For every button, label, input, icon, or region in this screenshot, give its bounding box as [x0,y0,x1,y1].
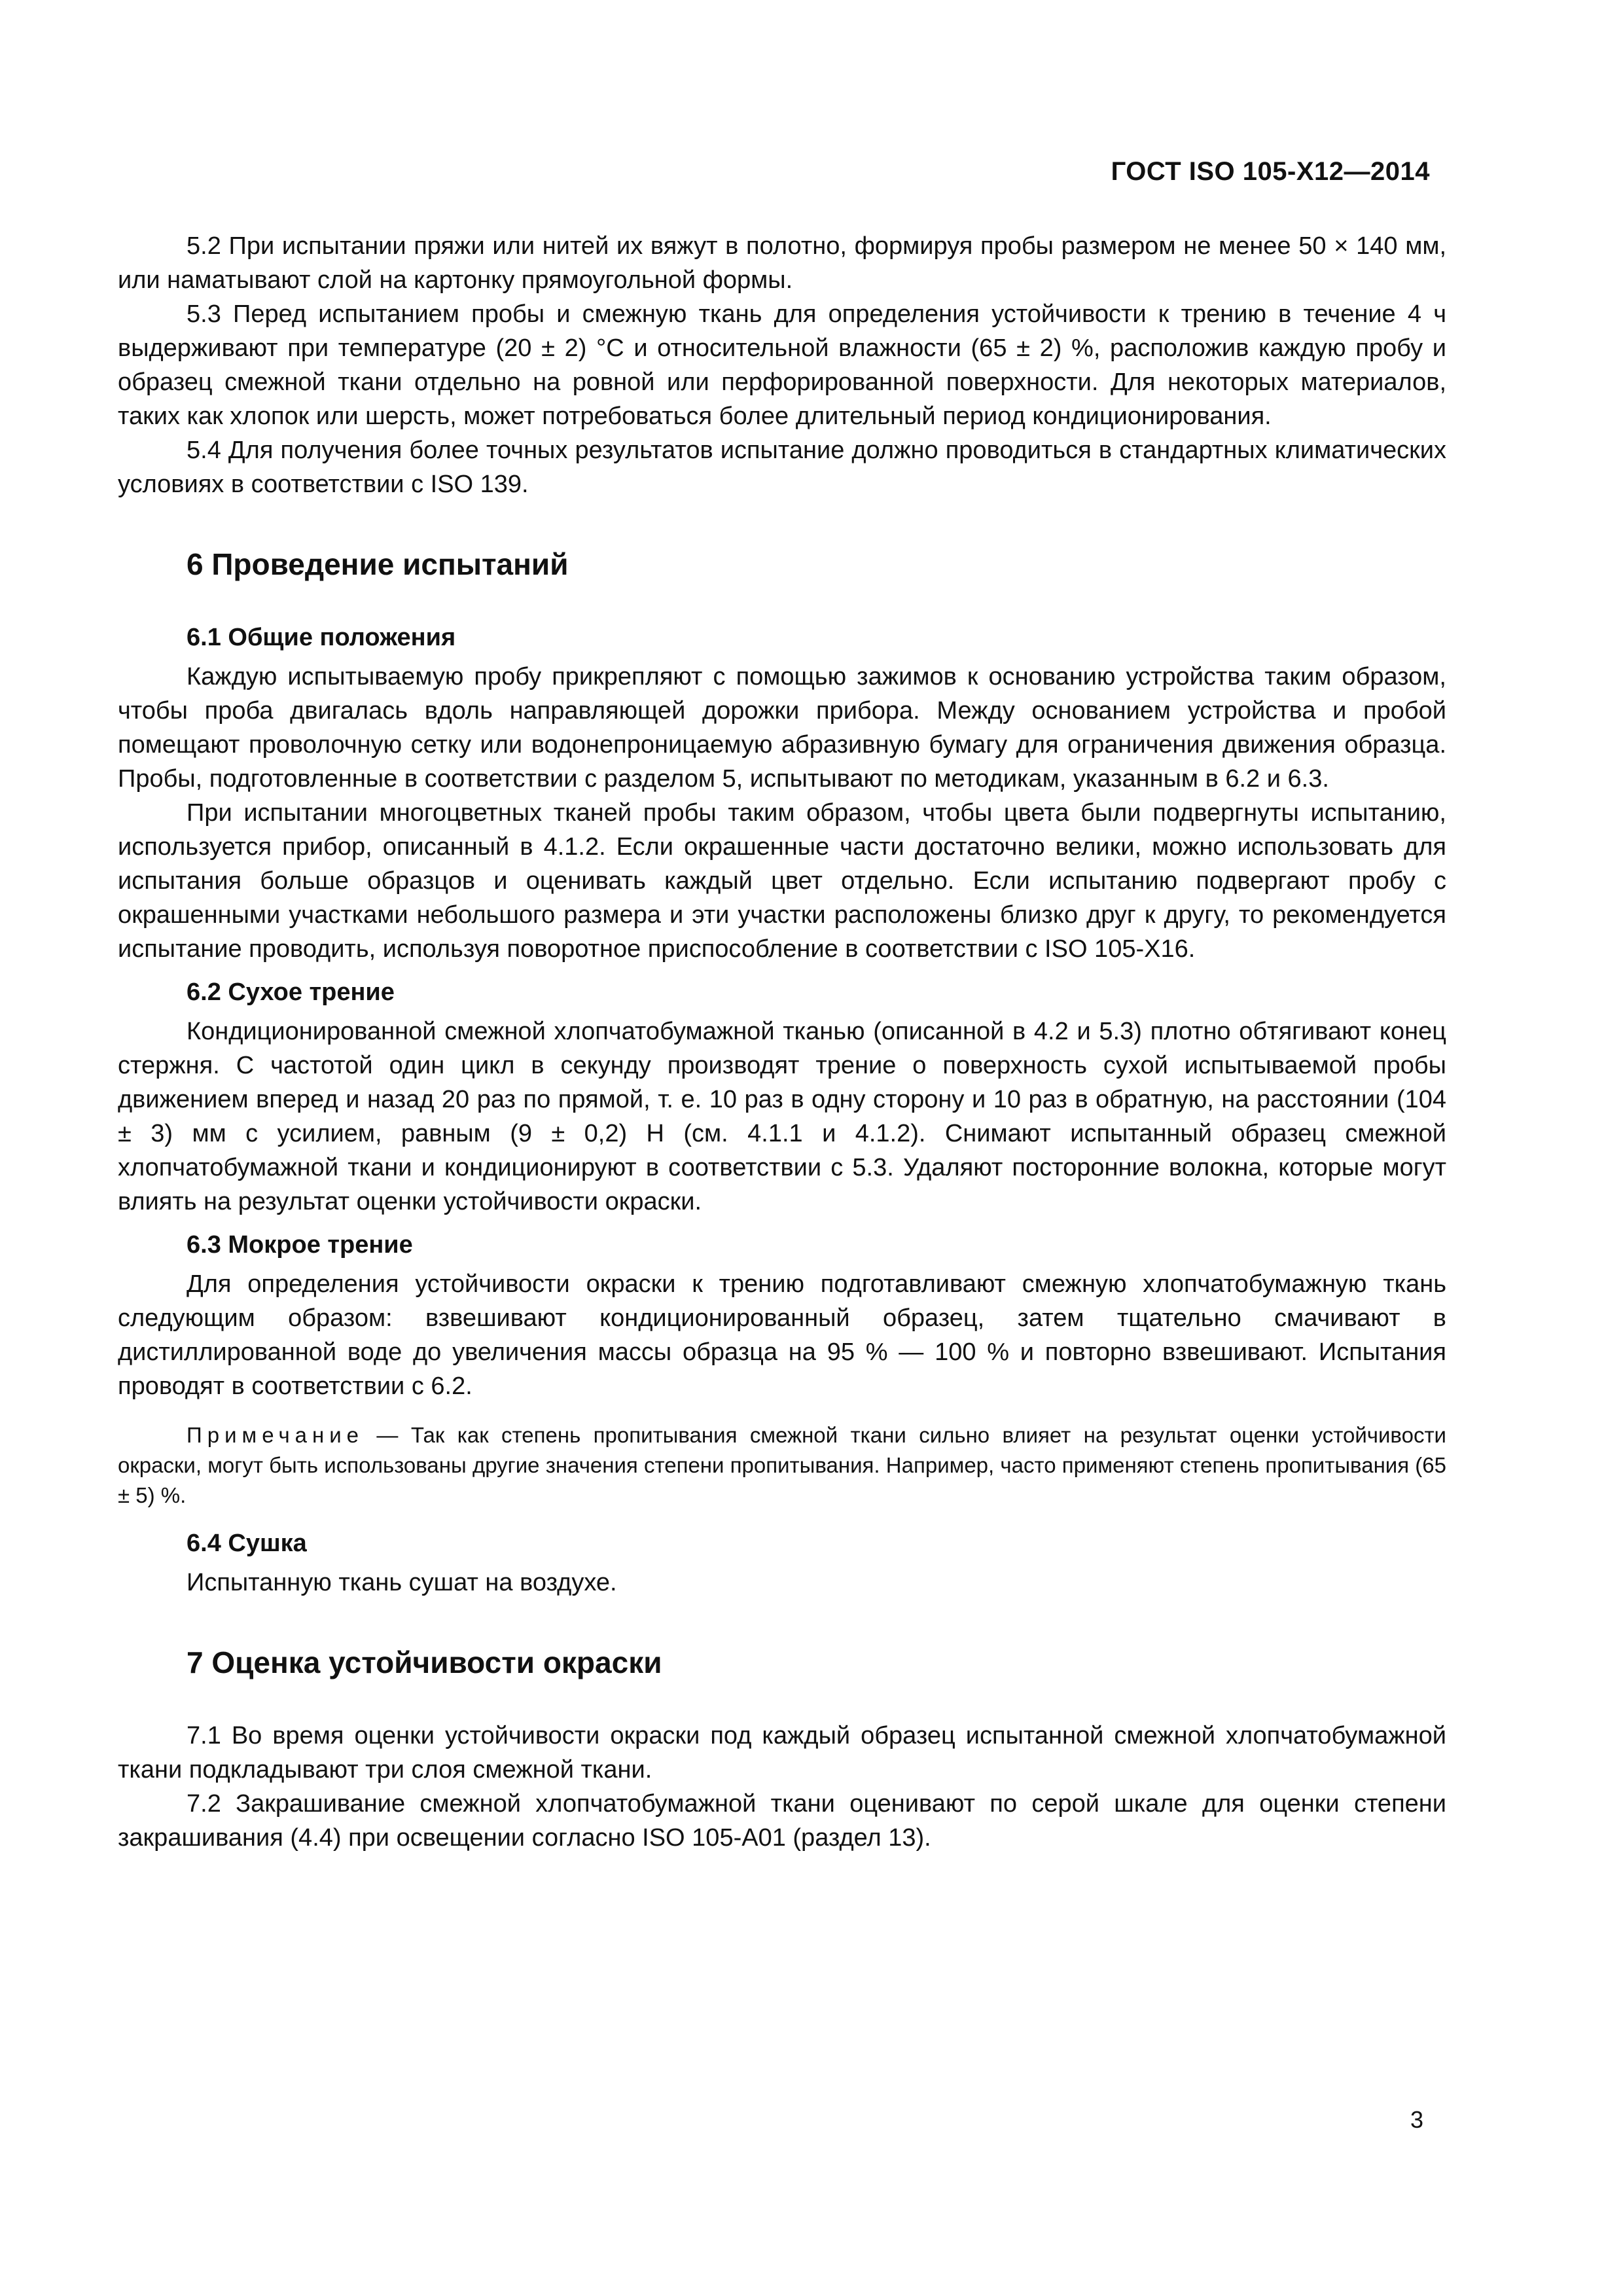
page-number: 3 [1410,2106,1423,2133]
note-6-3 [118,1420,1446,1511]
paragraph-6-1-a: Каждую испытываемую пробу прикрепляют с помощью зажимов к основанию устройства таким образом, чтобы проба двигалась вдоль направляющей дорожки прибора. Между основанием устройства и пробой помещают проволочную сетку или водонепроницаемую абразивную бумагу для ограничения движения образца. Пробы, подготовленные в соответствии с разделом 5, испытывают по методикам, указанным в 6.2 и 6.3. [118,663,1446,793]
paragraph-7-1: 7.1 Во время оценки устойчивости окраски под каждый образец испытанной смежной хлопчатобумажной ткани подкладывают три слоя смежной ткани. [118,1722,1446,1784]
note-text: — Так как степень пропитывания смежной ткани сильно влияет на результат оценки устойчивости окраски, могут быть использованы другие значения степени пропитывания. Например, часто применяют степень пропитывания (65 ± 5) %. [118,1423,1446,1507]
subsection-6-3-title: 6.3 Мокрое трение [187,1231,413,1259]
subsection-6-4-title: 6.4 Сушка [187,1530,307,1557]
paragraph-5-2: 5.2 При испытании пряжи или нитей их вяжут в полотно, формируя пробы размером не менее 50 × 140 мм, или наматывают слой на картонку прямоугольной формы. [118,232,1446,294]
paragraph-5-4: 5.4 Для получения более точных результатов испытание должно проводиться в стандартных климатических условиях в соответствии с ISO 139. [118,437,1446,498]
paragraph-5-3: 5.3 Перед испытанием пробы и смежную ткань для определения устойчивости к трению в течение 4 ч выдерживают при температуре (20 ± 2) °C и относительной влажности (65 ± 2) %, расположив каждую пробу и образец смежной ткани отдельно на ровной или перфорированной поверхности. Для некоторых материалов, таких как хлопок или шерсть, может потребоваться более длительный период кондиционирования. [118,300,1446,430]
paragraph-6-3: Для определения устойчивости окраски к трению подготавливают смежную хлопчатобумажную ткань следующим образом: взвешивают кондиционированный образец, затем тщательно смачивают в дистиллированной воде до увеличения массы образца на 95 % — 100 % и повторно взвешивают. Испытания проводят в соответствии с 6.2. [118,1270,1446,1400]
paragraph-6-1-b: При испытании многоцветных тканей пробы таким образом, чтобы цвета были подвергнуты испытанию, используется прибор, описанный в 4.1.2. Если окрашенные части достаточно велики, можно использовать для испытания больше образцов и оценивать каждый цвет отдельно. Если испытанию подвергают пробу с окрашенными участками небольшого размера и эти участки расположены близко друг к другу, то рекомендуется испытание проводить, используя поворотное приспособление в соответствии с ISO 105-X16. [118,799,1446,963]
subsection-6-1-title: 6.1 Общие положения [187,624,456,651]
section-7-title: 7 Оценка устойчивости окраски [187,1645,662,1679]
document-body [118,229,1446,1855]
paragraph-6-4: Испытанную ткань сушат на воздухе. [187,1569,617,1596]
subsection-6-2-title: 6.2 Сухое трение [187,978,395,1006]
paragraph-6-2: Кондиционированной смежной хлопчатобумажной тканью (описанной в 4.2 и 5.3) плотно обтягивают конец стержня. С частотой один цикл в секунду производят трение о поверхность сухой испытываемой пробы движением вперед и назад 20 раз по прямой, т. е. 10 раз в одну сторону и 10 раз в обратную, на расстоянии (104 ± 3) мм с усилием, равным (9 ± 0,2) Н (см. 4.1.1 и 4.1.2). Снимают испытанный образец смежной хлопчатобумажной ткани и кондиционируют в соответствии с 5.3. Удаляют посторонние волокна, которые могут влиять на результат оценки устойчивости окраски. [118,1018,1446,1215]
paragraph-7-2: 7.2 Закрашивание смежной хлопчатобумажной ткани оценивают по серой шкале для оценки степени закрашивания (4.4) при освещении согласно ISO 105-A01 (раздел 13). [118,1790,1446,1852]
document-code-header: ГОСТ ISO 105-X12—2014 [1111,157,1430,186]
note-label: Примечание [187,1423,365,1447]
section-6-title: 6 Проведение испытаний [187,547,569,581]
